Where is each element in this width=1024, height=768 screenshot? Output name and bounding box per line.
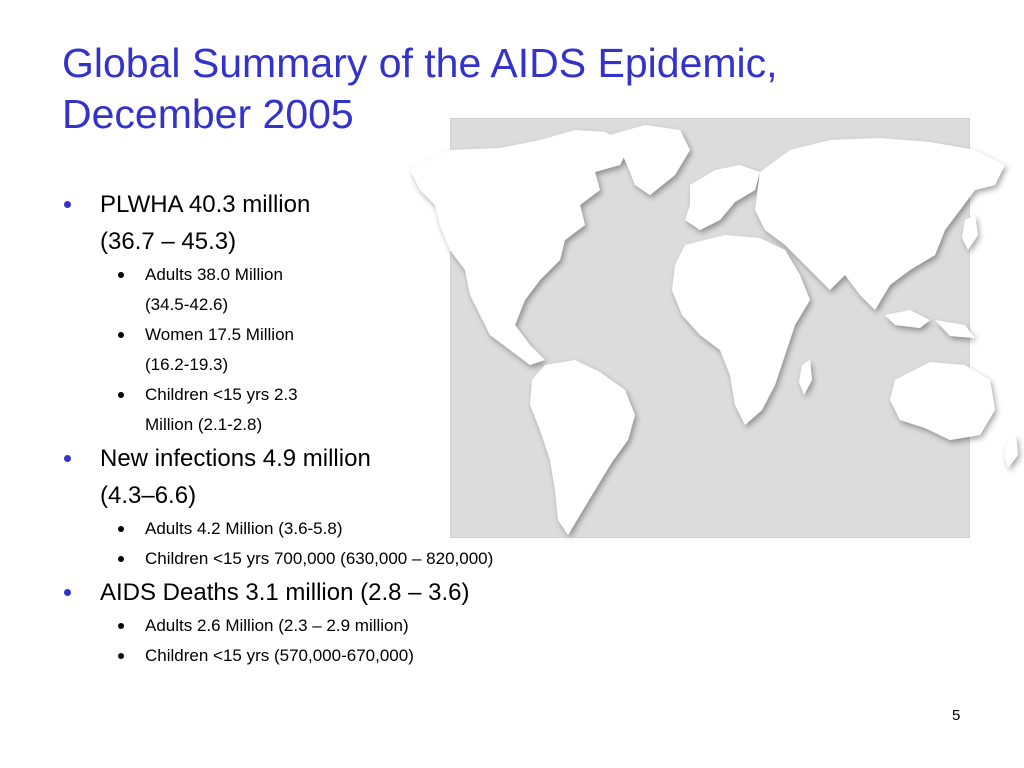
bullet-dot-icon [64,201,71,208]
sub-bullet-text: Children <15 yrs 2.3 [145,385,298,404]
bullet-dot-icon [64,455,71,462]
sub-bullet-dot-icon [118,392,124,398]
sub-bullet-text: Women 17.5 Million [145,325,294,344]
sub-bullet-dot-icon [118,526,124,532]
sub-bullet-text: Adults 2.6 Million (2.3 – 2.9 million) [145,616,409,635]
bullet-text: AIDS Deaths 3.1 million (2.8 – 3.6) [100,579,470,606]
bullet-plwha [58,186,678,260]
bullet-list [58,186,678,671]
page-number: 5 [952,707,961,724]
sub-bullet-range: Million (2.1-2.8) [145,415,263,434]
sub-bullet-dot-icon [118,556,124,562]
bullet-range: (4.3–6.6) [100,482,197,509]
sub-bullet-text: Children <15 yrs 700,000 (630,000 – 820,000) [145,549,494,568]
bullet-new-infections [58,440,678,514]
sub-bullet-children [58,641,678,671]
title-line-2: December 2005 [62,91,354,137]
sub-bullet-women [58,320,678,380]
sub-bullet-adults [58,514,678,544]
slide-title [62,38,882,140]
sub-bullet-text: Adults 38.0 Million [145,265,283,284]
bullet-dot-icon [64,589,71,596]
bullet-text: PLWHA 40.3 million [100,191,311,218]
sub-bullet-children [58,544,678,574]
sub-bullet-dot-icon [118,653,124,659]
sub-bullet-dot-icon [118,332,124,338]
sub-bullet-range: (34.5-42.6) [145,295,229,314]
sub-bullet-dot-icon [118,272,124,278]
sub-bullet-adults [58,611,678,641]
bullet-aids-deaths [58,574,678,611]
sub-bullet-text: Adults 4.2 Million (3.6-5.8) [145,519,343,538]
bullet-text: New infections 4.9 million [100,445,371,472]
title-line-1: Global Summary of the AIDS Epidemic, [62,40,778,86]
sub-bullet-children [58,380,678,440]
sub-bullet-dot-icon [118,623,124,629]
bullet-range: (36.7 – 45.3) [100,228,237,255]
sub-bullet-range: (16.2-19.3) [145,355,229,374]
sub-bullet-text: Children <15 yrs (570,000-670,000) [145,646,414,665]
sub-bullet-adults [58,260,678,320]
